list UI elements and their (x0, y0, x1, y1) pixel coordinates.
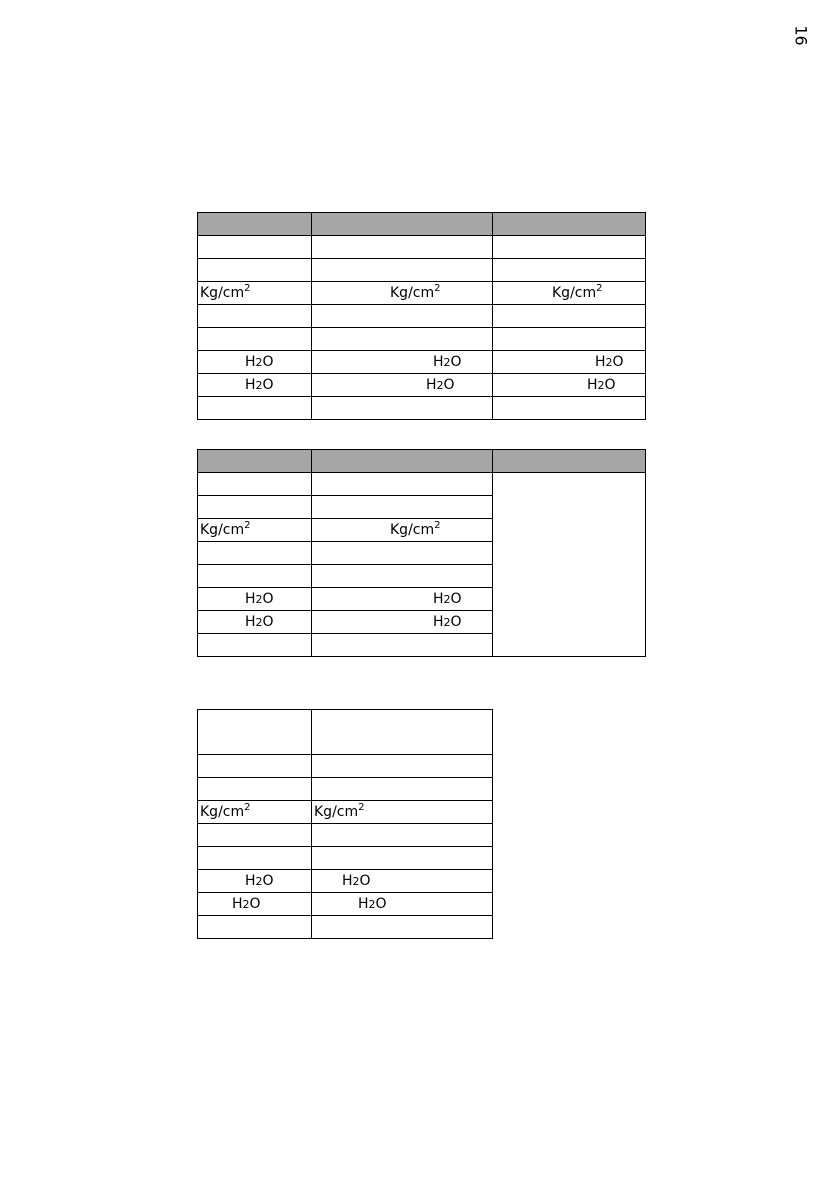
table-cell (312, 634, 493, 657)
table-row (198, 916, 493, 939)
pressure-unit: $Kg/cm^2$ (390, 283, 441, 301)
water-unit-cell (312, 351, 493, 374)
pressure-unit: $Kg/cm^2$ (200, 802, 251, 820)
water-unit: H2O (245, 354, 274, 370)
pressure-unit: $Kg/cm^2$ (552, 283, 603, 301)
table-row (198, 236, 646, 259)
water-unit-cell (198, 588, 312, 611)
water-unit-cell (198, 893, 312, 916)
merged-cell (493, 473, 646, 657)
table-cell (198, 328, 312, 351)
table-row (198, 847, 493, 870)
water-unit-cell (198, 351, 312, 374)
spec-table-1 (197, 212, 646, 420)
table-cell (312, 847, 493, 870)
page-number (791, 10, 811, 60)
water-unit: H2O (342, 873, 371, 889)
table-cell (312, 305, 493, 328)
water-unit: H2O (245, 377, 274, 393)
header-cell (312, 710, 493, 755)
header-cell (312, 213, 493, 236)
table-row (198, 755, 493, 778)
table-row (198, 870, 493, 893)
table-cell (493, 259, 646, 282)
table-row (198, 473, 646, 496)
water-unit-cell (312, 374, 493, 397)
page-number-text: 16 (791, 24, 811, 46)
water-unit: H2O (595, 354, 624, 370)
table-row (198, 397, 646, 420)
table-cell (312, 473, 493, 496)
table-row (198, 305, 646, 328)
water-unit-cell (493, 374, 646, 397)
table-cell (493, 305, 646, 328)
pressure-unit-cell (198, 282, 312, 305)
spec-table-3 (197, 709, 493, 939)
water-unit-cell (493, 351, 646, 374)
water-unit-cell (198, 374, 312, 397)
table-row (198, 824, 493, 847)
pressure-unit-cell (312, 801, 493, 824)
table-cell (198, 259, 312, 282)
table-cell (312, 778, 493, 801)
table-cell (198, 542, 312, 565)
header-cell (198, 213, 312, 236)
water-unit: H2O (232, 896, 261, 912)
table-cell (312, 542, 493, 565)
table-row (198, 328, 646, 351)
table-cell (198, 236, 312, 259)
table-header-row (198, 213, 646, 236)
pressure-unit-cell (198, 801, 312, 824)
water-unit: H2O (433, 614, 462, 630)
pressure-unit: $Kg/cm^2$ (314, 802, 365, 820)
table-cell (198, 634, 312, 657)
water-unit: H2O (433, 354, 462, 370)
pressure-unit-cell (493, 282, 646, 305)
pressure-unit-cell (312, 282, 493, 305)
table-cell (198, 565, 312, 588)
table-row (198, 259, 646, 282)
table-cell (312, 496, 493, 519)
pressure-unit: $Kg/cm^2$ (200, 283, 251, 301)
table-row (198, 351, 646, 374)
table-cell (198, 847, 312, 870)
table-row (198, 374, 646, 397)
table-header-row (198, 710, 493, 755)
table-cell (198, 824, 312, 847)
header-cell (312, 450, 493, 473)
table-cell (312, 824, 493, 847)
header-cell (198, 710, 312, 755)
table-row (198, 893, 493, 916)
header-cell (493, 450, 646, 473)
table-cell (312, 755, 493, 778)
table-cell (312, 236, 493, 259)
pressure-unit-cell (198, 519, 312, 542)
table-cell (312, 916, 493, 939)
table-cell (198, 755, 312, 778)
water-unit-cell (312, 893, 493, 916)
table-cell (312, 328, 493, 351)
table-row (198, 801, 493, 824)
water-unit-cell (312, 611, 493, 634)
table-cell (312, 259, 493, 282)
pressure-unit: $Kg/cm^2$ (200, 520, 251, 538)
pressure-unit: $Kg/cm^2$ (390, 520, 441, 538)
table-cell (198, 473, 312, 496)
water-unit: H2O (587, 377, 616, 393)
table-cell (312, 397, 493, 420)
table-cell (198, 496, 312, 519)
table-cell (198, 397, 312, 420)
table-cell (493, 236, 646, 259)
water-unit: H2O (245, 591, 274, 607)
table-cell (493, 328, 646, 351)
table-cell (198, 916, 312, 939)
water-unit-cell (198, 870, 312, 893)
table-cell (198, 778, 312, 801)
water-unit: H2O (245, 614, 274, 630)
header-cell (198, 450, 312, 473)
water-unit: H2O (358, 896, 387, 912)
table-row (198, 282, 646, 305)
table-cell (198, 305, 312, 328)
pressure-unit-cell (312, 519, 493, 542)
header-cell (493, 213, 646, 236)
water-unit-cell (312, 588, 493, 611)
table-cell (312, 565, 493, 588)
water-unit: H2O (433, 591, 462, 607)
water-unit-cell (312, 870, 493, 893)
water-unit-cell (198, 611, 312, 634)
water-unit: H2O (245, 873, 274, 889)
water-unit: H2O (426, 377, 455, 393)
spec-table-2 (197, 449, 646, 657)
table-row (198, 778, 493, 801)
table-cell (493, 397, 646, 420)
table-header-row (198, 450, 646, 473)
